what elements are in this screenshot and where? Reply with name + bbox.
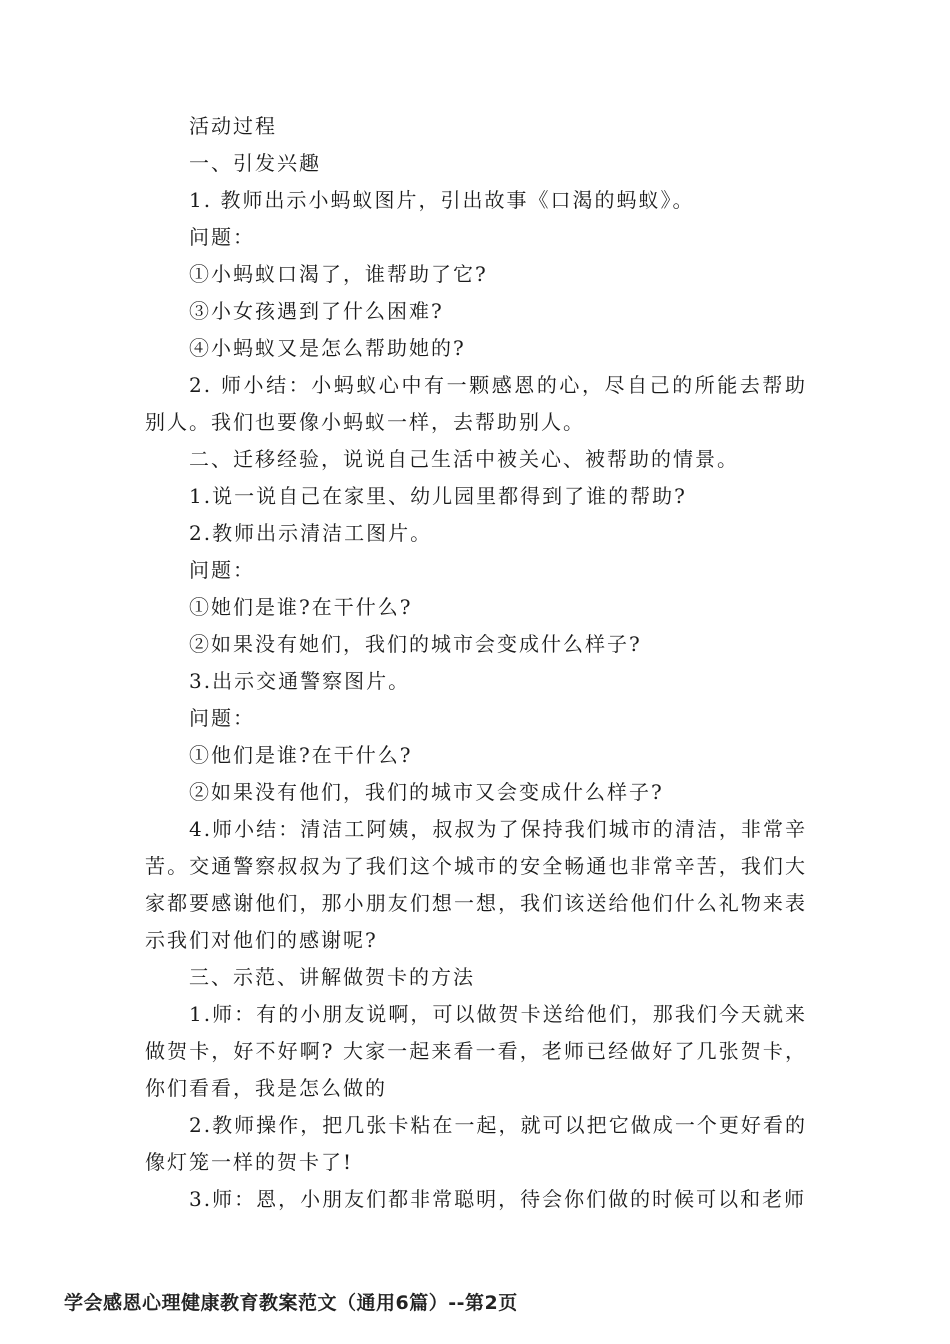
paragraph: 4.师小结：清洁工阿姨，叔叔为了保持我们城市的清洁，非常辛苦。交通警察叔叔为了我们这个城市的安全畅通也非常辛苦，我们大家都要感谢他们，那小朋友们想一想，我们该送给他们什么礼物来表示我们对他们的感谢呢? [145, 817, 807, 952]
page-footer: 学会感恩心理健康教育教案范文（通用6篇）--第2页 [64, 1292, 518, 1314]
paragraph: 2.教师出示清洁工图片。 [189, 521, 433, 545]
paragraph: ③小女孩遇到了什么困难? [189, 299, 444, 323]
paragraph: ①小蚂蚁口渴了，谁帮助了它? [189, 262, 488, 286]
paragraph: 2.教师操作，把几张卡粘在一起，就可以把它做成一个更好看的像灯笼一样的贺卡了! [145, 1113, 807, 1174]
paragraph: 1.师：有的小朋友说啊，可以做贺卡送给他们，那我们今天就来做贺卡，好不好啊? 大家一起来看一看，老师已经做好了几张贺卡，你们看看，我是怎么做的 [145, 1002, 807, 1100]
paragraph: 3.师：恩，小朋友们都非常聪明，待会你们做的时候可以和老师 [189, 1187, 807, 1211]
paragraph: 二、迁移经验，说说自己生活中被关心、被帮助的情景。 [189, 447, 739, 471]
document-body [145, 108, 807, 1218]
paragraph: 一、引发兴趣 [189, 151, 321, 175]
paragraph: 3.出示交通警察图片。 [189, 669, 411, 693]
paragraph: ②如果没有她们，我们的城市会变成什么样子? [189, 632, 642, 656]
paragraph: 1. 教师出示小蚂蚁图片，引出故事《口渴的蚂蚁》。 [189, 188, 695, 212]
paragraph: 问题： [189, 706, 255, 730]
paragraph: 三、示范、讲解做贺卡的方法 [189, 965, 475, 989]
paragraph: ①他们是谁?在干什么? [189, 743, 413, 767]
paragraph: 问题： [189, 225, 255, 249]
paragraph: ②如果没有他们，我们的城市又会变成什么样子? [189, 780, 664, 804]
paragraph: 2. 师小结：小蚂蚁心中有一颗感恩的心，尽自己的所能去帮助别人。我们也要像小蚂蚁一样，去帮助别人。 [145, 373, 807, 434]
paragraph: 活动过程 [189, 114, 277, 138]
paragraph: ①她们是谁?在干什么? [189, 595, 413, 619]
paragraph: ④小蚂蚁又是怎么帮助她的? [189, 336, 466, 360]
paragraph: 问题： [189, 558, 255, 582]
paragraph: 1.说一说自己在家里、幼儿园里都得到了谁的帮助? [189, 484, 687, 508]
